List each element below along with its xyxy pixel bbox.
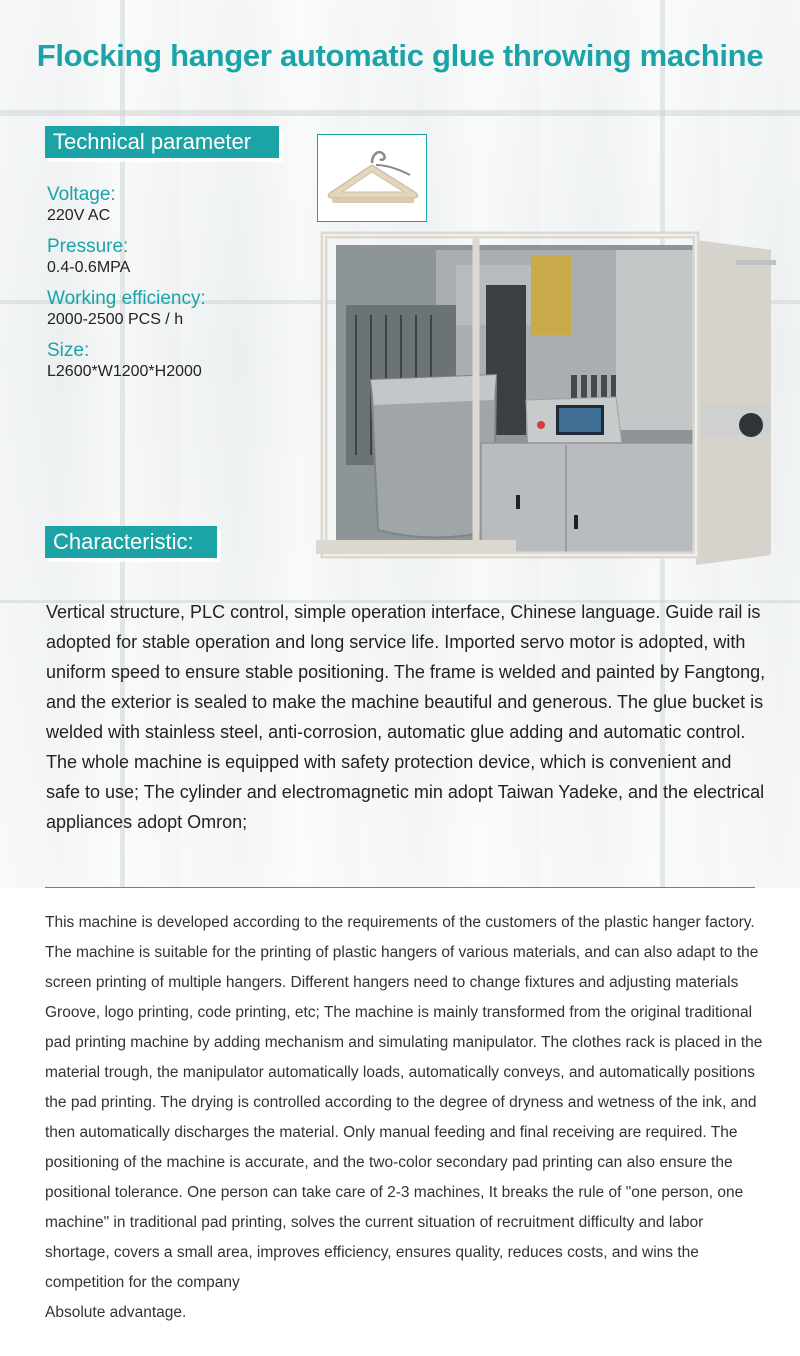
description-paragraph: This machine is developed according to the requirements of the customers of the plastic hanger factory. The machine is suitable for the printing of plastic hangers of various materials, and can also adapt to the screen printing of multiple hangers. Different hangers need to change fixtures and adjusting materials Groove, logo printing, code printing, etc; The machine is mainly transformed from the original traditional pad printing machine by adding mechanism and simulating manipulator. The clothes rack is placed in the material trough, the manipulator automatically loads, automatically conveys, and automatically positions the pad printing. The drying is controlled according to the degree of dryness and wetness of the ink, and then automatically discharges the material. Only manual feeding and final receiving are required. The positioning of the machine is accurate, and the two-color secondary pad printing can also ensure the positional tolerance. One person can take care of 2-3 machines, It breaks the rule of "one person, one machine" in traditional pad printing, solves the current situation of recruitment difficulty and labor shortage, covers a small area, improves efficiency, ensures quality, reduces costs, and wins the competition for the company bbox=[45, 914, 763, 1291]
hanger-icon bbox=[318, 135, 426, 221]
parameter-list bbox=[47, 184, 307, 392]
param-label: Size: bbox=[47, 340, 90, 361]
characteristic-text: Vertical structure, PLC control, simple operation interface, Chinese language. Guide rail is adopted for stable operation and long service life. Imported servo motor is adopted, with uniform speed to ensure stable positioning. The frame is welded and painted by Fangtong, and the exterior is sealed to make the machine beautiful and generous. The glue bucket is welded with stainless steel, anti-corrosion, automatic glue adding and automatic control. The whole machine is equipped with safety protection device, which is convenient and safe to use; The cylinder and electromagnetic min adopt Taiwan Yadeke, and the electrical appliances adopt Omron; bbox=[46, 602, 766, 832]
param-value: L2600*W1200*H2000 bbox=[47, 363, 202, 380]
param-value: 220V AC bbox=[47, 207, 111, 224]
machine-illustration bbox=[316, 225, 776, 577]
param-value: 2000-2500 PCS / h bbox=[47, 311, 184, 328]
param-label: Voltage: bbox=[47, 184, 116, 205]
page-title: Flocking hanger automatic glue throwing machine bbox=[36, 38, 764, 73]
characteristic-heading: Characteristic: bbox=[45, 526, 217, 558]
param-label: Pressure: bbox=[47, 236, 129, 257]
param-label: Working efficiency: bbox=[47, 288, 206, 309]
param-size bbox=[47, 340, 307, 382]
machine-description bbox=[45, 908, 765, 1328]
param-pressure bbox=[47, 236, 307, 278]
param-value: 0.4-0.6MPA bbox=[47, 259, 131, 276]
machine-image bbox=[316, 225, 776, 577]
param-working-efficiency bbox=[47, 288, 307, 330]
technical-parameter-heading: Technical parameter bbox=[45, 126, 279, 158]
hanger-thumbnail bbox=[317, 134, 427, 222]
param-voltage bbox=[47, 184, 307, 226]
section-divider bbox=[45, 887, 755, 888]
description-tail: Absolute advantage. bbox=[45, 1304, 187, 1321]
